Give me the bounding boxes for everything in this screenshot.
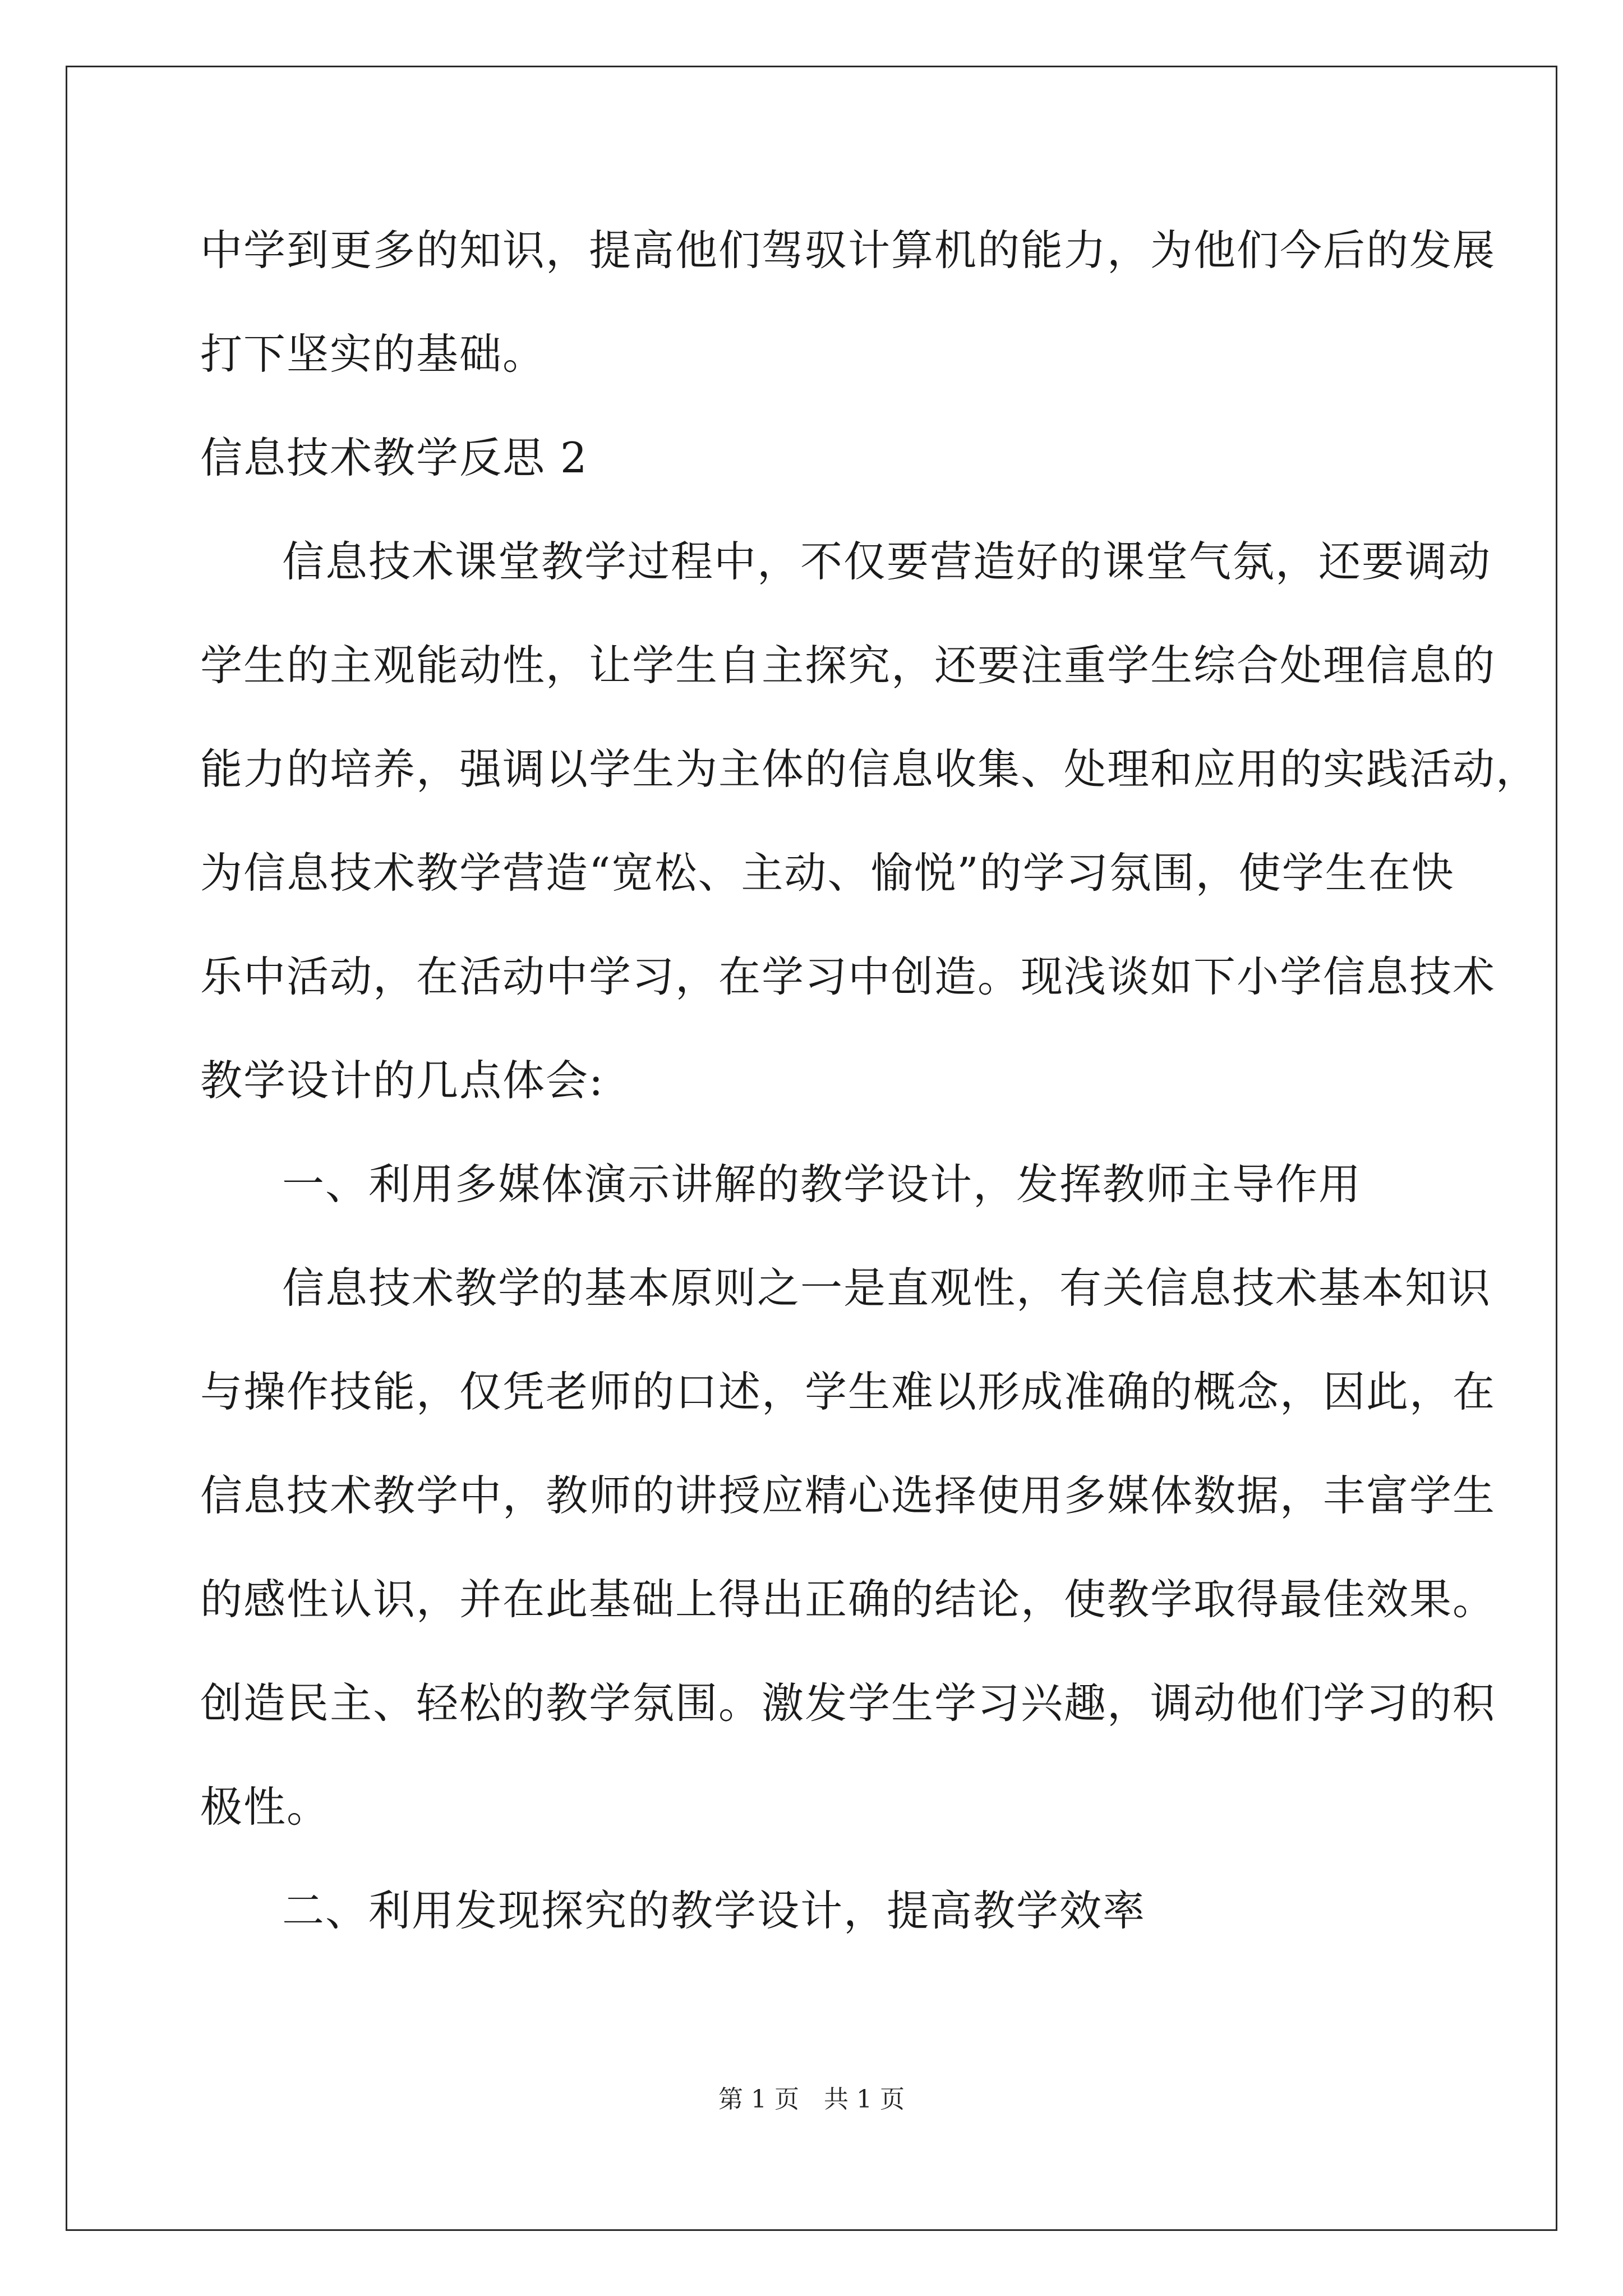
section-heading: 信息技术教学反思 2 bbox=[200, 433, 588, 482]
text-line: 极性。 bbox=[200, 1782, 330, 1832]
text-line: 为信息技术教学营造“宽松、主动、愉悦”的学习氛围，使学生在快 bbox=[200, 848, 1455, 898]
text-line: 信息技术教学的基本原则之一是直观性，有关信息技术基本知识 bbox=[282, 1263, 1492, 1313]
text-line: 乐中活动，在活动中学习，在学习中创造。现浅谈如下小学信息技术 bbox=[200, 952, 1496, 1001]
text-line: 中学到更多的知识，提高他们驾驭计算机的能力，为他们今后的发展 bbox=[200, 226, 1496, 275]
text-line: 教学设计的几点体会: bbox=[200, 1056, 605, 1105]
text-line: 创造民主、轻松的教学氛围。激发学生学习兴趣，调动他们学习的积 bbox=[200, 1678, 1496, 1728]
page-number: 第 1 页 共 1 页 bbox=[718, 2085, 905, 2114]
text-line: 与操作技能，仅凭老师的口述，学生难以形成准确的概念，因此，在 bbox=[200, 1367, 1496, 1416]
subheading: 一、利用多媒体演示讲解的教学设计，发挥教师主导作用 bbox=[282, 1159, 1362, 1209]
text-line: 能力的培养，强调以学生为主体的信息收集、处理和应用的实践活动， bbox=[200, 744, 1539, 794]
text-line: 信息技术教学中，教师的讲授应精心选择使用多媒体数据，丰富学生 bbox=[200, 1471, 1496, 1520]
subheading: 二、利用发现探究的教学设计，提高教学效率 bbox=[282, 1886, 1146, 1935]
text-line: 学生的主观能动性，让学生自主探究，还要注重学生综合处理信息的 bbox=[200, 641, 1496, 690]
text-line: 信息技术课堂教学过程中，不仅要营造好的课堂气氛，还要调动 bbox=[282, 537, 1492, 586]
text-line: 的感性认识，并在此基础上得出正确的结论，使教学取得最佳效果。 bbox=[200, 1575, 1496, 1624]
text-line: 打下坚实的基础。 bbox=[200, 329, 546, 379]
